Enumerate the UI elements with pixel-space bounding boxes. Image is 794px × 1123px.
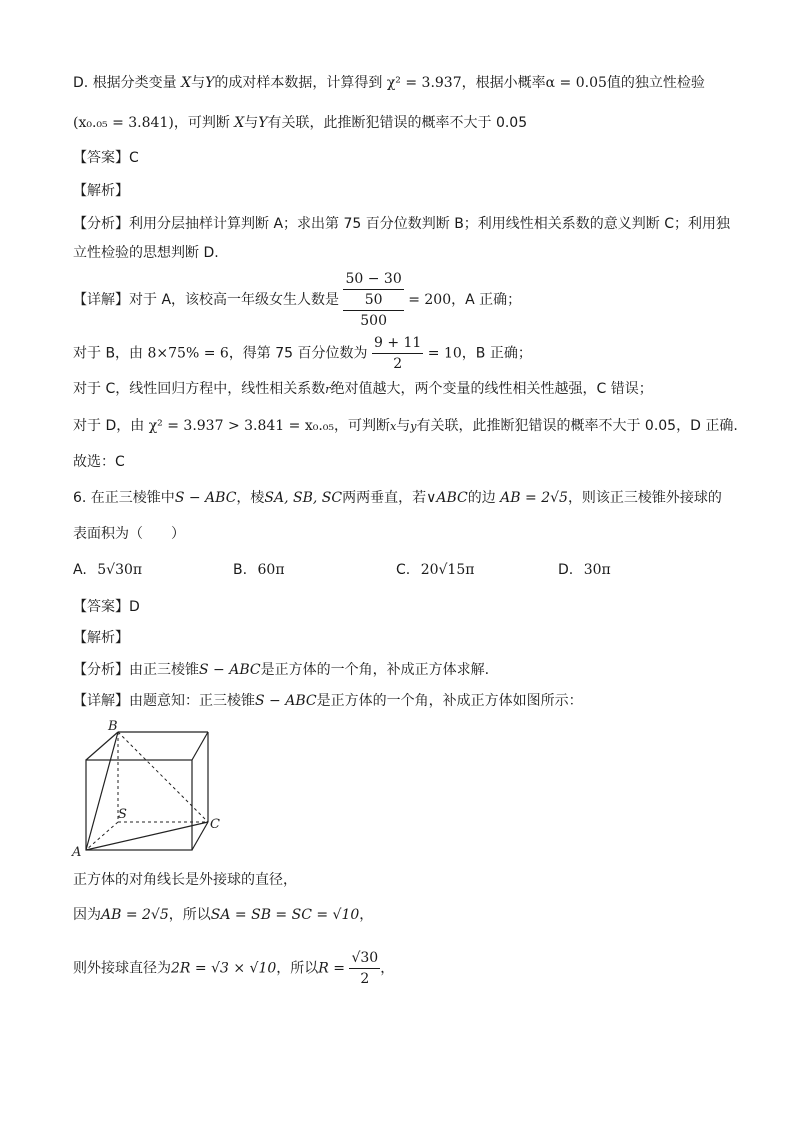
equals: = 10 (427, 345, 462, 362)
ab-expr: AB = 2√5 (101, 907, 169, 923)
q6-option-a (73, 560, 142, 580)
q5-choose (73, 452, 125, 472)
q6-option-c (396, 560, 474, 580)
critical-value-expr: (x₀.₀₅ = 3.841) (73, 115, 174, 131)
text: ，可判断 (334, 418, 391, 434)
cube-edge-tr (192, 732, 208, 760)
pyramid-name: S − ABC (199, 662, 261, 678)
text: 由题意知：正三棱锥 (129, 693, 255, 709)
q5-detail-a (73, 269, 521, 331)
text: ，A 正确； (451, 292, 522, 308)
text: 对于 C，线性回归方程中，线性相关系数 (73, 381, 326, 397)
option-label: B. (233, 562, 248, 578)
text: 对于 B，由 (73, 345, 144, 362)
frac-den: 2 (360, 971, 370, 987)
text: ，所以 (276, 960, 319, 977)
text: ，所以 (168, 907, 211, 923)
q5-option-d-line2 (73, 113, 527, 133)
option-value: 20√15π (420, 562, 475, 578)
option-value: 30π (583, 562, 611, 578)
cube-edge-tl (86, 732, 118, 760)
label-b: B (108, 719, 118, 734)
edge-ab (86, 732, 118, 850)
option-label: C. (396, 562, 411, 578)
fraction-r (349, 948, 380, 989)
q6-stem-line2 (73, 524, 185, 544)
q6-stem-line1 (73, 488, 722, 508)
text: 根据分类变量 (92, 75, 177, 91)
label-a: A (72, 845, 82, 858)
text: 因为 (73, 907, 101, 923)
q6-option-d (558, 560, 611, 580)
frac-num: 50 − 30 (343, 269, 403, 290)
text: 绝对值越大，两个变量的线性相关性越强，C 错误； (330, 381, 653, 397)
xiangjie-tag: 【详解】 (73, 693, 129, 709)
analysis-tag: 【解析】 (73, 630, 129, 646)
text: ，可判断 (173, 115, 230, 131)
q5-detail-b (73, 333, 532, 374)
edges-expr: SA = SB = SC = √10 (210, 907, 360, 923)
option-label: D. (73, 75, 89, 91)
frac-den2: 500 (360, 313, 387, 329)
chi-square-expr: χ² = 3.937 (386, 75, 462, 91)
text: 是正方体的一个角，补成正方体求解. (260, 662, 490, 678)
q6-step1 (73, 870, 297, 890)
text: 与 (396, 418, 411, 434)
text: ，B 正确； (461, 345, 532, 362)
edges: SA, SB, SC (264, 490, 343, 506)
text: 立性检验的思想判断 D. (73, 245, 219, 261)
fenxi-tag: 【分析】 (73, 662, 129, 678)
text: 由正三棱锥 (129, 662, 199, 678)
text: 有关联，此推断犯错误的概率不大于 0.05，D 正确. (416, 418, 738, 434)
choose-text: 故选：C (73, 454, 125, 470)
text: 两两垂直，若 (342, 490, 427, 506)
frac-num: 9 + 11 (372, 333, 423, 354)
label-s: S (118, 807, 127, 822)
option-label: A. (73, 562, 87, 578)
text: 利用分层抽样计算判断 A；求出第 75 百分位数判断 B；利用线性相关系数的意义判断 C；利用独 (129, 216, 731, 232)
frac-den: 2 (393, 356, 403, 372)
var-x: X (181, 75, 192, 91)
text: ，根据小概率 (461, 75, 546, 91)
answer-value: D (129, 599, 140, 615)
option-value: 60π (257, 562, 285, 578)
answer-tag: 【答案】 (73, 599, 129, 615)
text: ， (359, 907, 374, 923)
text: 是正方体的一个角，补成正方体如图所示： (316, 693, 583, 709)
q6-xiangjie (73, 691, 583, 711)
percent-expr: 8×75% = 6 (147, 345, 229, 362)
text: 与 (191, 75, 206, 91)
option-value: 5√30π (97, 562, 143, 578)
q5-fenxi-1 (73, 214, 730, 234)
fraction-b (372, 333, 423, 374)
var-y: y (410, 420, 417, 433)
text: ，棱 (236, 490, 265, 506)
q6-fenxi (73, 660, 489, 680)
option-label: D. (558, 562, 574, 578)
fraction-a (343, 269, 403, 331)
text: ，则该正三棱锥外接球的 (567, 490, 722, 506)
ab-expr: AB = 2√5 (500, 490, 568, 506)
q6-analysis-tag (73, 628, 129, 648)
cube-front-face (86, 760, 192, 850)
radius-expr: R = (318, 960, 346, 977)
cube-edge-br (192, 822, 208, 850)
var-y: Y (205, 75, 215, 91)
q6-option-b (233, 560, 285, 580)
pyramid-name: S − ABC (255, 693, 317, 709)
text: 正方体的对角线长是外接球的直径， (73, 872, 297, 888)
answer-value: C (129, 150, 139, 166)
diameter-expr: 2R = √3 × √10 (171, 960, 277, 977)
text: 值的独立性检验 (606, 75, 705, 91)
q5-detail-c (73, 379, 653, 400)
text: 的边 (467, 490, 496, 506)
question-number-text: 6. 在正三棱锥中 (73, 490, 175, 506)
var-y: Y (258, 115, 268, 131)
text: 有关联，此推断犯错误的概率不大于 0.05 (267, 115, 528, 131)
frac-num: √30 (349, 948, 380, 969)
q6-step2 (73, 905, 373, 925)
equals: = 200 (408, 292, 452, 308)
fenxi-tag: 【分析】 (73, 216, 129, 232)
var-x: X (234, 115, 245, 131)
hidden-edge-bc (118, 732, 208, 822)
q6-answer (73, 597, 140, 617)
label-c: C (210, 817, 220, 832)
pyramid-name: S − ABC (174, 490, 237, 506)
text: 的成对样本数据，计算得到 (214, 75, 383, 91)
text: ，得第 75 百分位数为 (228, 345, 368, 362)
q5-analysis-tag (73, 181, 129, 201)
triangle: ∨ABC (426, 490, 468, 506)
text: 对于 D，由 (73, 418, 145, 434)
q5-fenxi-2 (73, 243, 219, 263)
text: 则外接球直径为 (73, 960, 171, 977)
text: ， (380, 960, 395, 977)
text: 表面积为（ ） (73, 526, 185, 542)
q5-answer (73, 148, 139, 168)
alpha-expr: α = 0.05 (545, 75, 607, 91)
edge-ac (86, 822, 208, 850)
cube-diagram (70, 718, 230, 858)
q5-detail-d (73, 416, 738, 437)
xiangjie-tag: 【详解】 (73, 292, 129, 308)
chi-compare-expr: χ² = 3.937 > 3.841 = x₀.₀₅ (148, 418, 335, 434)
var-x: x (390, 420, 397, 433)
text: 对于 A，该校高一年级女生人数是 (129, 292, 340, 308)
q6-step3 (73, 948, 394, 989)
answer-tag: 【答案】 (73, 150, 129, 166)
analysis-tag: 【解析】 (73, 183, 129, 199)
q5-option-d-line1 (73, 73, 705, 93)
frac-den1: 50 (343, 290, 403, 311)
text: 与 (244, 115, 259, 131)
var-r: r (325, 383, 331, 396)
